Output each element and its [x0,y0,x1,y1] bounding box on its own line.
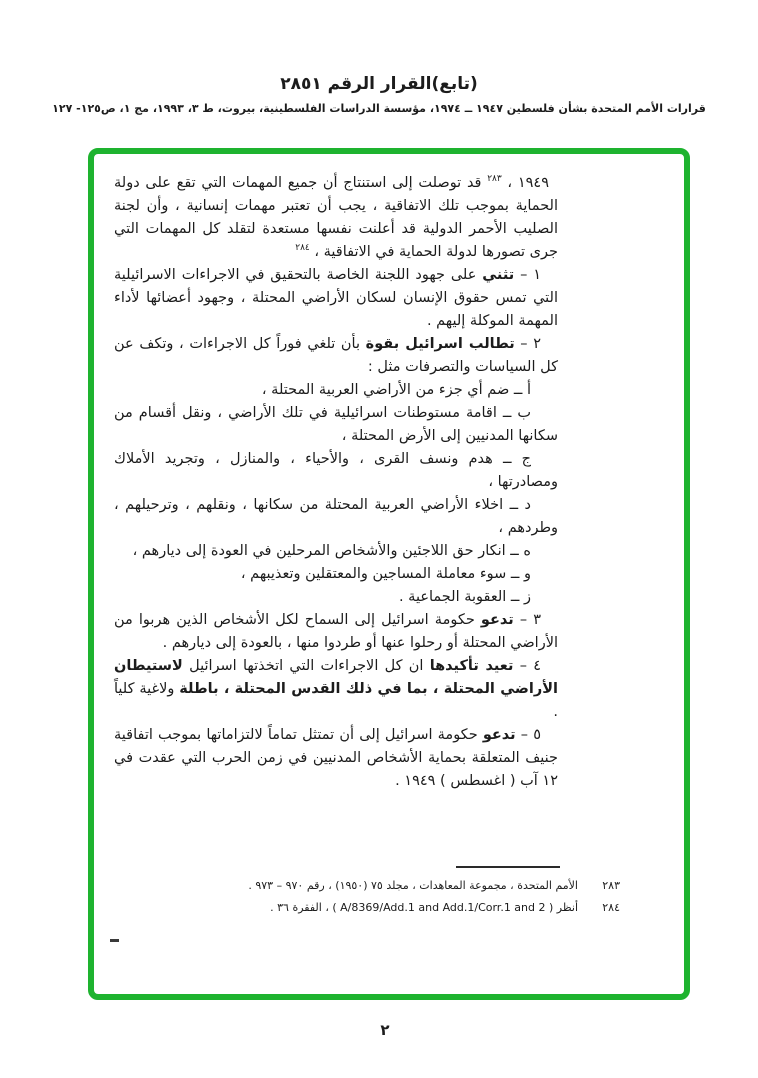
clause-4-tail: ولاغية كلياً . [114,681,558,720]
clause-5 [114,724,558,793]
intro-pre-text: ١٩٤٩ ، [501,175,549,191]
subclause-zay: ز ــ العقوبة الجماعية . [398,589,531,605]
intro-body-text: قد توصلت إلى استنتاج أن جميع المهمات التي تقع على دولة الحماية بموجب تلك الاتفاقية ، يجب أن تعتبر مهمات إنسانية ، وأن لجنة الصليب الأحمر الدولية قد أعلنت نفسها مستعدة لتقلد كل المهمات التي جرى تصورها لدولة الحماية في الاتفاقية ، [114,175,558,260]
clause-5-lead: تدعو [482,727,516,743]
clause-5-number: ٥ – [515,727,541,743]
subclause-waw: و ــ سوء معاملة المساجين والمعتقلين وتعذيبهم ، [240,566,531,582]
footnote-ref-284: ٢٨٤ [295,243,310,254]
subclause-alef: أ ــ ضم أي جزء من الأراضي العربية المحتلة ، [261,382,531,398]
resolution-text [114,172,558,793]
clause-1-number: ١ – [514,267,541,283]
clause-2 [114,333,558,379]
subclause-ba: ب ــ اقامة مستوطنات اسرائيلية في تلك الأراضي ، ونقل أقسام من سكانها المدنيين إلى الأرض المحتلة ، [114,405,558,444]
source-citation: قرارات الأمم المتحدة بشأن فلسطين ١٩٤٧ ــ ١٩٧٤، مؤسسة الدراسات الفلسطينية، بيروت، ط ٣، ١٩٩٣، مج ١، ص١٢٥- ١٢٧ [52,102,706,115]
stray-scan-mark [110,939,119,942]
footnote-284 [122,897,620,919]
document-header [0,74,758,115]
intro-paragraph [114,172,558,264]
clause-1-text: على جهود اللجنة الخاصة بالتحقيق في الاجراءات الاسرائيلية التي تمس حقوق الإنسان لسكان الأراضي المحتلة ، وجهود أعضائها لأداء المهمة الموكلة إليهم . [114,267,558,329]
clause-1-lead: تثني [482,267,515,283]
clause-3-number: ٣ – [513,612,542,628]
footnote-284-marker: ٢٨٤ [602,901,620,914]
footnote-ref-283: ٢٨٣ [487,174,502,185]
clause-2-text: بأن تلغي فوراً كل الاجراءات ، وتكف عن كل السياسات والتصرفات مثل : [114,336,558,375]
footnotes-section [122,866,620,919]
clause-4-number: ٤ – [513,658,542,674]
clause-5-text: حكومة اسرائيل إلى أن تمتثل تماماً لالتزاماتها بموجب اتفاقية جنيف المتعلقة بحماية الأشخاص المدنيين في زمن الحرب التي عقدت في ١٢ آب ( اغسطس ) ١٩٤٩ . [114,727,558,789]
clause-1 [114,264,558,333]
clause-4-lead: تعيد تأكيدها [429,658,514,674]
clause-3-lead: تدعو [480,612,514,628]
footnote-283 [122,875,620,897]
page-number: ٢ [380,1021,390,1039]
clause-4 [114,655,558,724]
clause-3-text: حكومة اسرائيل إلى السماح لكل الأشخاص الذين هربوا من الأراضي المحتلة أو رحلوا عنها أو طردوا منها ، بالعودة إلى ديارهم . [114,612,558,651]
clause-4-text: ان كل الاجراءات التي اتخذتها اسرائيل [182,658,430,674]
clause-4-emphasis: لاستيطان الأراضي المحتلة ، بما في ذلك القدس المحتلة ، باطلة [114,658,558,697]
footnote-283-text: الأمم المتحدة ، مجموعة المعاهدات ، مجلد ٧٥ (١٩٥٠) ، رقم ٩٧٠ – ٩٧٣ . [248,879,578,892]
clause-3 [114,609,558,655]
clause-2-lead: تطالب اسرائيل بقوة [365,336,515,352]
clause-2-number: ٢ – [514,336,541,352]
subclause-ha: ه ــ انكار حق اللاجئين والأشخاص المرحلين في العودة إلى ديارهم ، [132,543,531,559]
green-border-frame [88,148,690,1000]
footnote-283-marker: ٢٨٣ [602,879,620,892]
footnote-284-text: أنظر ( A/8369/Add.1 and Add.1/Corr.1 and 2 ) ، الفقرة ٣٦ . [270,901,578,914]
page-title: (تابع)القرار الرقم ٢٨٥١ [280,74,478,94]
footnote-separator-rule [456,866,560,868]
subclause-jim: ج ــ هدم ونسف القرى ، والأحياء ، والمنازل ، وتجريد الأملاك ومصادرتها ، [114,451,558,490]
subclause-dal: د ــ اخلاء الأراضي العربية المحتلة من سكانها ، ونقلهم ، وترحيلهم ، وطردهم ، [114,497,558,536]
